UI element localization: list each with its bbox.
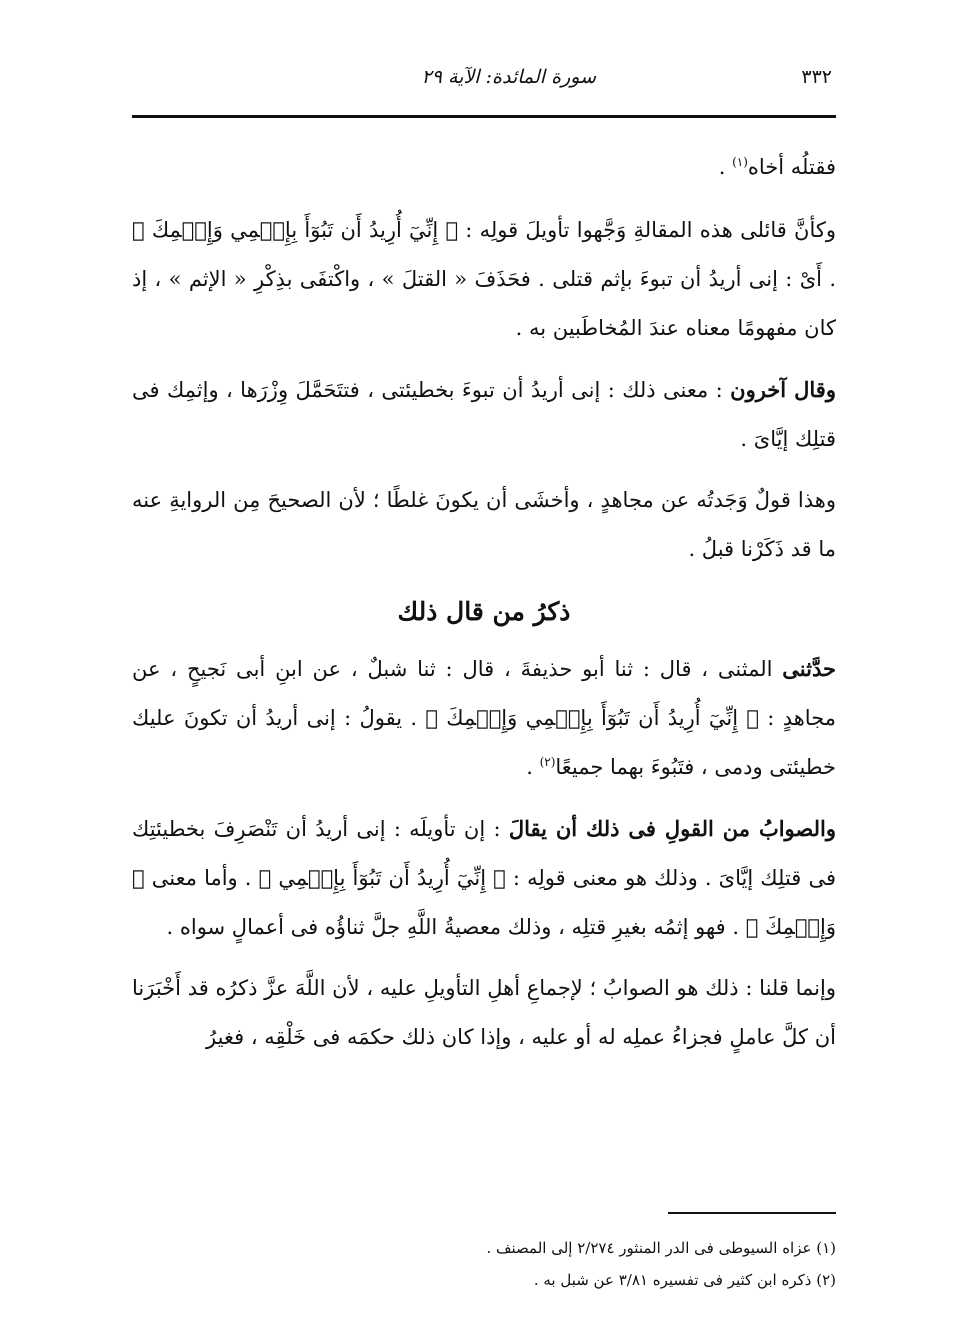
paragraph-lead: والصوابُ من القولِ فى ذلك أن يقالَ [508,816,836,841]
footnotes [132,1232,836,1296]
footnote-ref-1: (١) [732,155,748,169]
footnote-ref-2: (٢) [539,755,556,769]
header-rule [132,115,836,118]
paragraph-lead: حدَّثنى [782,656,836,681]
page-number: ٣٣٢ [801,66,832,88]
footnote-1: (١) عزاه السيوطى فى الدر المنثور ٢/٢٧٤ إلى المصنف . [486,1239,836,1257]
main-text [132,142,836,1074]
book-page [132,0,836,1331]
footnote-2: (٢) ذكره ابن كثير فى تفسيره ٣/٨١ عن شبل به . [533,1271,836,1289]
paragraph-3: وقال آخرون : معنى ذلك : إنى أريدُ أن تبوءَ بخطيئتى ، فتتَحَمَّلَ وِزْرَها ، وإثمِك فى قتلِك إيَّاىَ . [132,377,836,451]
running-head [132,66,836,96]
paragraph-1: فقتلُه أخاه$^{(١)}$ . [718,155,836,179]
paragraph-lead: وقال آخرون [730,377,836,402]
paragraph-4: وهذا قولٌ وَجَدتُه عن مجاهدٍ ، وأخشَى أن يكونَ غلطًا ؛ لأن الصحيحَ مِن الروايةِ عنه ما قد ذَكَرْنا قبلُ . [132,488,836,561]
surah-title: سورة المائدة: الآية ٢٩ [421,66,596,88]
paragraph-7: وإنما قلنا : ذلك هو الصوابُ ؛ لإجماعِ أهلِ التأويلِ عليه ، لأن اللَّهَ عزَّ ذكرُه قد أَخْبَرَنا أن كلَّ عاملٍ فجزاءُ عملِه له أو عليه ، وإذا كان ذلك حكمَه فى خَلْقِه ، فغيرُ [132,976,836,1049]
paragraph-6: والصوابُ من القولِ فى ذلك أن يقالَ : إن تأويلَه : إنى أريدُ أن تَنْصَرِفَ بخطيئتِك فى قتلِك إيَّاىَ . وذلك هو معنى قولِه : ﴿ إِنِّيٓ أُرِيدُ أَن تَبُوٓأَ بِإِثۡمِي ﴾ . وأما معنى ﴿ وَإِثۡمِكَ ﴾ . فهو إثمُه بغيرِ قتلِه ، وذلك معصيةُ اللَّهِ جلَّ ثناؤُه فى أعمالٍ سواه . [132,816,836,939]
footnote-rule [668,1212,836,1214]
paragraph-5: حدَّثنى المثنى ، قال : ثنا أبو حذيفةَ ، قال : ثنا شبلٌ ، عن ابنِ أبى نَجيحٍ ، عن مجاهدٍ : ﴿ إِنِّيٓ أُرِيدُ أَن تَبُوٓأَ بِإِثۡمِي وَإِثۡمِكَ ﴾ . يقولُ : إنى أريدُ أن تكونَ عليك خطيئتى ودمى ، فتَبُوءَ بهما جميعًا$^{(٢)}$ . [132,656,836,779]
section-heading: ذكرُ من قال ذلك [397,597,571,626]
paragraph-2: وكأنَّ قائلى هذه المقالةِ وَجَّهوا تأويلَ قولِه : ﴿ إِنِّيٓ أُرِيدُ أَن تَبُوٓأَ بِإِثۡمِي وَإِثۡمِكَ ﴾ . أَىْ : إنى أريدُ أن تبوءَ بإثم قتلى . فحَذَفَ « القتلَ » ، واكْتفَى بذِكْرِ « الإثم » ، إذ كان مفهومًا معناه عندَ المُخاطَبين به . [132,218,836,340]
